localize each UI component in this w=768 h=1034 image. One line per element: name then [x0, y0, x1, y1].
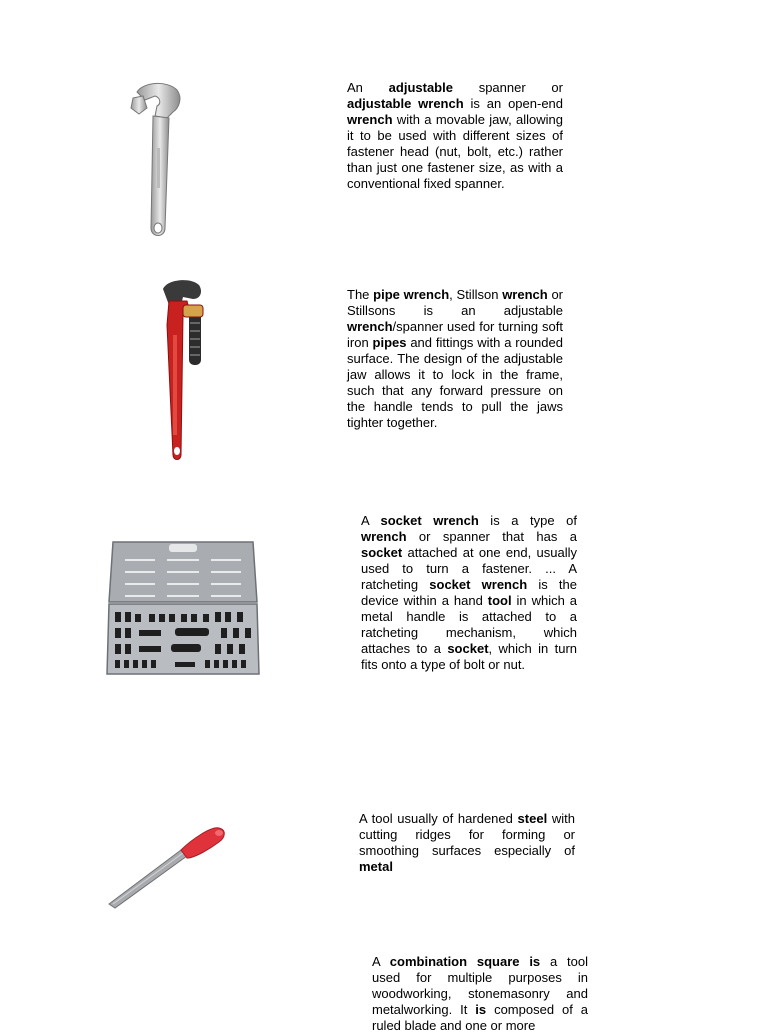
socket-wrench-description: [361, 513, 577, 673]
file-tool-image: [95, 800, 235, 940]
bold-term: adjustable: [388, 80, 453, 95]
text-run: , which in turn fits onto a type of bolt or nut.: [361, 641, 577, 672]
text-run: /spanner used for turning soft iron: [347, 319, 563, 350]
text-run: is a type of: [478, 513, 577, 528]
combination-square-description: [372, 954, 588, 1034]
bold-term: adjustable wrench: [347, 96, 464, 111]
adjustable-wrench-icon: [95, 78, 215, 248]
metal-file-icon: [95, 800, 235, 940]
text-run: with cutting ridges for forming or smoothing surfaces especially of: [359, 811, 575, 858]
adjustable-spanner-description: [347, 80, 563, 192]
bold-term: steel: [517, 811, 548, 826]
bold-term: socket wrench: [380, 513, 479, 528]
text-run: The: [347, 287, 374, 302]
bold-term: wrench: [347, 112, 393, 127]
bold-term: socket: [361, 545, 403, 560]
bold-term: wrench: [361, 529, 407, 544]
text-run: An: [347, 80, 389, 95]
text-run: attached at one end, usually used to turn a fastener. ... A ratcheting: [361, 545, 577, 592]
bold-term: metal: [359, 859, 393, 874]
text-run: spanner or: [452, 80, 563, 95]
bold-term: wrench: [347, 319, 393, 334]
text-run: or spanner that has a: [406, 529, 577, 544]
bold-term: pipe wrench: [373, 287, 450, 302]
pipe-wrench-image: [95, 265, 267, 487]
socket-wrench-set-image: [95, 502, 271, 714]
text-run: a tool used for multiple purposes in woodworking, stonemasonry and metalworking. It: [372, 954, 588, 1017]
text-run: in which a metal handle is attached to a ratcheting mechanism, which attaches to a: [361, 593, 577, 656]
adjustable-wrench-image: [95, 78, 215, 248]
text-run: is an open-end: [463, 96, 564, 111]
pipe-wrench-description: [347, 287, 563, 431]
bold-term: pipes: [372, 335, 407, 350]
text-run: A: [361, 513, 381, 528]
pipe-wrench-icon: [95, 265, 267, 487]
bold-term: tool: [487, 593, 512, 608]
text-run: composed of a ruled blade and one or more: [372, 1002, 588, 1033]
text-run: is the device within a hand: [361, 577, 577, 608]
file-description: [359, 811, 575, 875]
bold-term: is: [475, 1002, 487, 1017]
socket-case-icon: [95, 502, 271, 714]
bold-term: wrench: [502, 287, 548, 302]
text-run: , Stillson: [449, 287, 503, 302]
bold-term: socket: [447, 641, 489, 656]
text-run: with a movable jaw, allowing it to be used with different sizes of fastener head (nut, bolt, etc.) rather than just one fastener size, as with a conventional fixed spanner.: [347, 112, 563, 191]
bold-term: combination square is: [389, 954, 541, 969]
text-run: and fittings with a rounded surface. The design of the adjustable jaw allows it to lock in the frame, such that any forward pressure on the handle tends to pull the jaws tighter together.: [347, 335, 563, 430]
text-run: or Stillsons is an adjustable: [347, 287, 564, 318]
text-run: A: [372, 954, 390, 969]
bold-term: socket wrench: [429, 577, 528, 592]
text-run: A tool usually of hardened: [359, 811, 518, 826]
